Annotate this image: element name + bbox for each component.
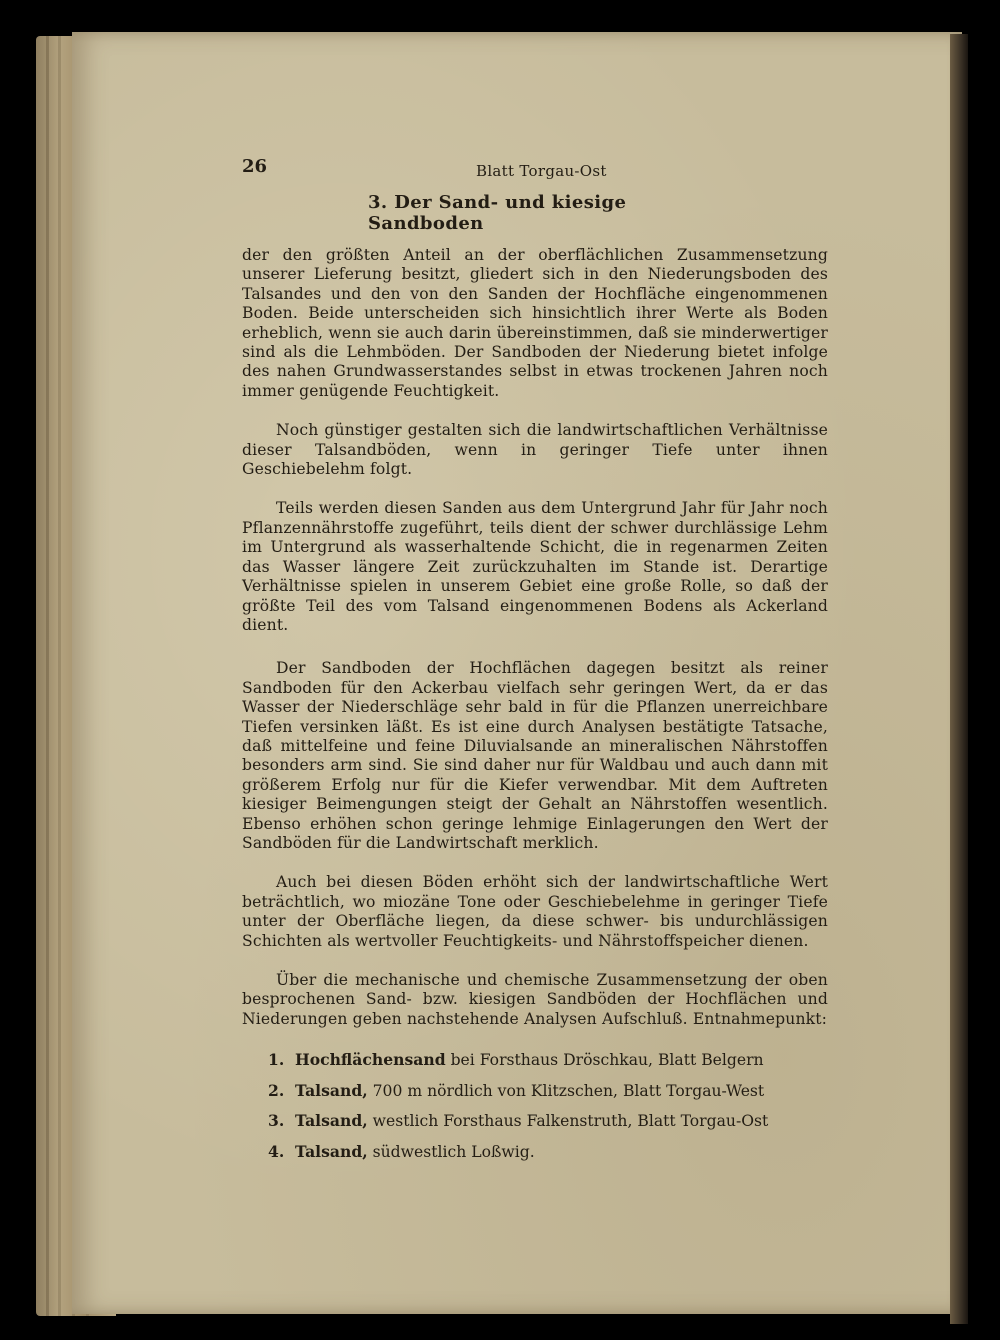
sample-number: 3.	[268, 1111, 285, 1131]
paragraph-1: der den größten Anteil an der oberflächlichen Zusammensetzung unserer Lieferung besitzt, gliedert sich in den Niederungsboden des Talsandes und den von den Sanden der Hochfläche eingenommenen Boden. Beide unterscheiden sich hinsichtlich ihrer Werte als Boden erheblich, wenn sie auch darin übereinstimmen, daß sie minderwertiger sind als die Lehmböden. Der Sandboden der Niederung bietet infolge des nahen Grundwasserstandes selbst in etwas trockenen Jahren noch immer genügende Feuchtigkeit.	[242, 246, 828, 400]
sample-name: Talsand,	[294, 1111, 368, 1131]
sample-number: 4.	[268, 1141, 285, 1161]
paragraph-4: Der Sandboden der Hochflächen dagegen besitzt als reiner Sandboden für den Ackerbau vielfach sehr geringen Wert, da er das Wasser der Niederschläge sehr bald in für die Pflanzen unerreichbare Tiefen versinken läßt. Es ist eine durch Analysen bestätigte Tatsache, daß mittelfeine und feine Diluvialsande an mineralischen Nährstoffen besonders arm sind. Sie sind daher nur für Waldbau und auch dann mit größerem Erfolg nur für die Kiefer verwendbar. Mit dem Auftreten kiesiger Beimengungen steigt der Gehalt an Nährstoffen wesentlich. Ebenso erhöhen schon geringe lehmige Einlagerungen den Wert der Sandböden für die Landwirtschaft merklich.	[242, 659, 828, 852]
paragraph-2: Noch günstiger gestalten sich die landwirtschaftlichen Verhältnisse dieser Talsandböden, wenn in geringer Tiefe unter ihnen Geschiebelehm folgt.	[242, 421, 828, 479]
sample-name: Talsand,	[294, 1080, 368, 1100]
page-header	[168, 148, 834, 182]
list-item	[268, 1076, 834, 1107]
sample-location: 700 m nördlich von Klitzschen, Blatt Torgau-West	[372, 1081, 765, 1100]
sample-location: südwestlich Loßwig.	[372, 1142, 535, 1161]
paragraph-6: Über die mechanische und chemische Zusammensetzung der oben besprochenen Sand- bzw. kiesigen Sandböden der Hochflächen und Niederungen geben nachstehende Analysen Aufschluß. Entnahmepunkt:	[242, 971, 828, 1028]
list-item	[268, 1045, 834, 1076]
sample-number: 2.	[268, 1080, 285, 1100]
list-item	[268, 1106, 834, 1137]
paragraph-5: Auch bei diesen Böden erhöht sich der landwirtschaftliche Wert beträchtlich, wo miozäne Tone oder Geschiebelehme in geringer Tiefe unter der Oberfläche liegen, da diese schwer- bis undurchlässigen Schichten als wertvoller Feuchtigkeits- und Nährstoffspeicher dienen.	[242, 873, 828, 950]
sample-name: Talsand,	[294, 1141, 368, 1161]
sample-name: Hochflächensand	[294, 1050, 446, 1070]
list-item	[268, 1137, 834, 1168]
sample-location: bei Forsthaus Dröschkau, Blatt Belgern	[450, 1051, 764, 1070]
page-number: 26	[242, 156, 268, 177]
sample-list	[268, 1045, 834, 1167]
page-text	[168, 148, 834, 1167]
sample-location: westlich Forsthaus Falkenstruth, Blatt Torgau-Ost	[372, 1112, 769, 1131]
paragraph-3: Teils werden diesen Sanden aus dem Untergrund Jahr für Jahr noch Pflanzennährstoffe zugeführt, teils dient der schwer durchlässige Lehm im Untergrund als wasserhaltende Schicht, die in regenarmen Zeiten das Wasser längere Zeit zurückzuhalten im Stande ist. Derartige Verhältnisse spielen in unserem Gebiet eine große Rolle, so daß der größte Teil des vom Talsand eingenommenen Bodens als Ackerland dient.	[242, 499, 828, 634]
binding-shadow	[950, 34, 968, 1324]
section-title: 3. Der Sand- und kiesige Sandboden	[368, 192, 627, 234]
sample-number: 1.	[268, 1050, 285, 1070]
running-head: Blatt Torgau-Ost	[476, 162, 607, 180]
